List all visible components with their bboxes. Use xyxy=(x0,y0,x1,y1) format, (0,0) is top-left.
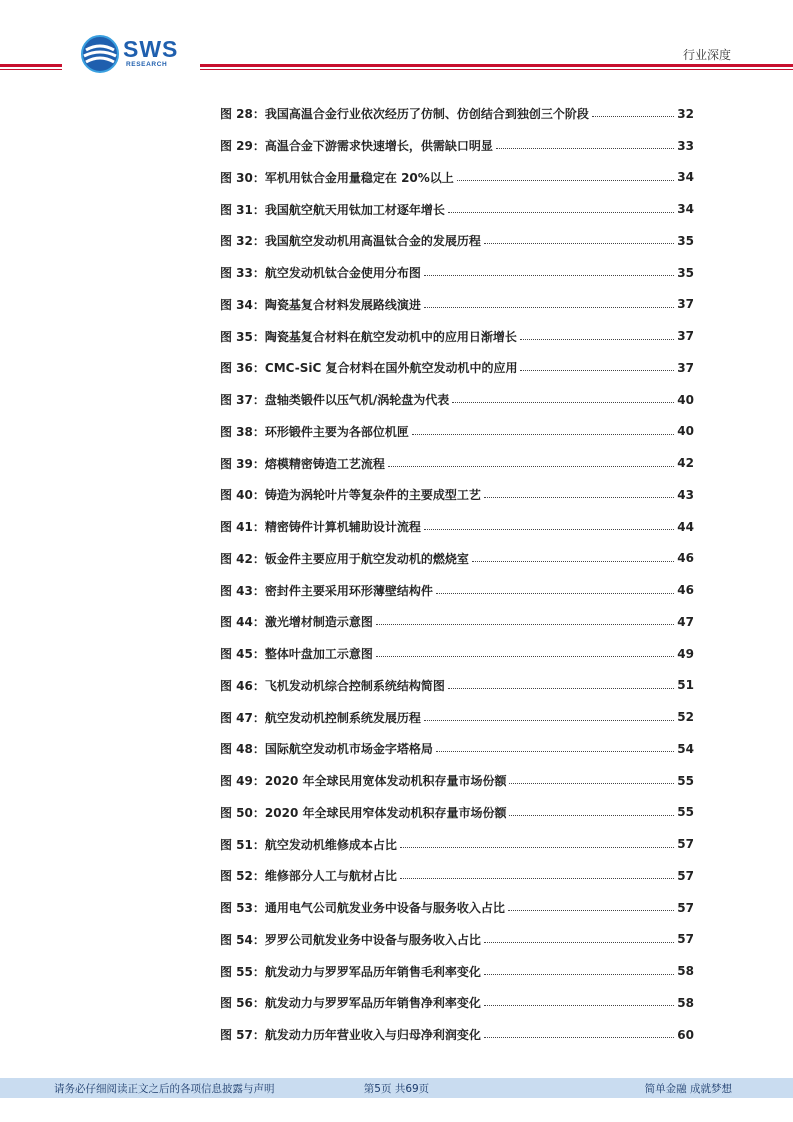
toc-label: 图 42： xyxy=(220,551,265,566)
figure-list xyxy=(220,98,694,1051)
toc-leader xyxy=(436,593,674,594)
toc-entry[interactable] xyxy=(220,320,694,352)
toc-leader xyxy=(484,942,674,943)
toc-label: 图 32： xyxy=(220,234,265,249)
toc-entry[interactable] xyxy=(220,860,694,892)
toc-entry[interactable] xyxy=(220,511,694,543)
toc-title: 陶瓷基复合材料在航空发动机中的应用日渐增长 xyxy=(264,329,517,344)
toc-title: 铸造为涡轮叶片等复杂件的主要成型工艺 xyxy=(264,488,481,503)
toc-leader xyxy=(484,1037,674,1038)
toc-entry[interactable] xyxy=(220,130,694,162)
toc-page: 52 xyxy=(677,710,694,725)
toc-page: 34 xyxy=(677,170,694,185)
toc-label: 图 34： xyxy=(220,297,265,312)
toc-entry[interactable] xyxy=(220,225,694,257)
slogan-text: 简单金融 成就梦想 xyxy=(644,1083,732,1095)
toc-title: 航空发动机控制系统发展历程 xyxy=(264,710,421,725)
toc-page: 57 xyxy=(677,932,694,947)
toc-title: 国际航空发动机市场金字塔格局 xyxy=(264,742,433,757)
toc-label: 图 35： xyxy=(220,329,265,344)
header-rule-left xyxy=(0,64,62,67)
toc-leader xyxy=(424,307,674,308)
toc-page: 34 xyxy=(677,202,694,217)
toc-page: 51 xyxy=(677,678,694,693)
toc-leader xyxy=(424,529,674,530)
toc-title: 密封件主要采用环形薄壁结构件 xyxy=(264,583,433,598)
toc-title: 激光增材制造示意图 xyxy=(264,615,373,630)
toc-page: 47 xyxy=(677,614,694,629)
toc-title: 2020 年全球民用窄体发动机积存量市场份额 xyxy=(264,805,507,820)
toc-leader xyxy=(424,720,674,721)
toc-entry[interactable] xyxy=(220,543,694,575)
toc-entry[interactable] xyxy=(220,289,694,321)
toc-leader xyxy=(452,402,674,403)
toc-entry[interactable] xyxy=(220,447,694,479)
toc-leader xyxy=(592,116,674,117)
toc-page: 58 xyxy=(677,964,694,979)
logo-subtext: RESEARCH xyxy=(126,61,168,68)
toc-page: 35 xyxy=(677,233,694,248)
toc-label: 图 30： xyxy=(220,170,265,185)
toc-label: 图 41： xyxy=(220,520,265,535)
toc-entry[interactable] xyxy=(220,828,694,860)
toc-label: 图 46： xyxy=(220,678,265,693)
toc-entry[interactable] xyxy=(220,479,694,511)
toc-entry[interactable] xyxy=(220,193,694,225)
toc-label: 图 57： xyxy=(220,1028,265,1043)
toc-title: 通用电气公司航发业务中设备与服务收入占比 xyxy=(264,901,505,916)
toc-label: 图 48： xyxy=(220,742,265,757)
toc-leader xyxy=(472,561,674,562)
toc-page: 57 xyxy=(677,900,694,915)
toc-leader xyxy=(376,656,674,657)
toc-title: 我国航空航天用钛加工材逐年增长 xyxy=(264,202,445,217)
toc-title: 熔模精密铸造工艺流程 xyxy=(264,456,385,471)
toc-title: 高温合金下游需求快速增长，供需缺口明显 xyxy=(264,139,493,154)
toc-label: 图 37： xyxy=(220,393,265,408)
toc-label: 图 52： xyxy=(220,869,265,884)
toc-leader xyxy=(400,847,674,848)
toc-label: 图 28： xyxy=(220,107,265,122)
toc-page: 55 xyxy=(677,773,694,788)
toc-leader xyxy=(484,974,674,975)
toc-leader xyxy=(509,783,674,784)
toc-title: 航空发动机维修成本占比 xyxy=(264,837,397,852)
toc-title: 我国高温合金行业依次经历了仿制、仿创结合到独创三个阶段 xyxy=(264,107,589,122)
toc-leader xyxy=(520,370,674,371)
toc-page: 55 xyxy=(677,805,694,820)
toc-label: 图 49： xyxy=(220,774,265,789)
toc-page: 46 xyxy=(677,583,694,598)
toc-leader xyxy=(388,466,674,467)
toc-page: 33 xyxy=(677,138,694,153)
toc-entry[interactable] xyxy=(220,797,694,829)
toc-label: 图 33： xyxy=(220,266,265,281)
toc-entry[interactable] xyxy=(220,701,694,733)
toc-title: 航发动力历年营业收入与归母净利润变化 xyxy=(264,1028,481,1043)
toc-label: 图 39： xyxy=(220,456,265,471)
toc-leader xyxy=(448,212,674,213)
toc-leader xyxy=(509,815,674,816)
toc-label: 图 40： xyxy=(220,488,265,503)
toc-leader xyxy=(496,148,674,149)
toc-leader xyxy=(508,910,674,911)
toc-title: 陶瓷基复合材料发展路线演进 xyxy=(264,297,421,312)
toc-title: 维修部分人工与航材占比 xyxy=(264,869,397,884)
toc-page: 37 xyxy=(677,329,694,344)
toc-page: 60 xyxy=(677,1027,694,1042)
toc-page: 46 xyxy=(677,551,694,566)
disclaimer-text: 请务必仔细阅读正文之后的各项信息披露与声明 xyxy=(54,1083,275,1095)
toc-label: 图 51： xyxy=(220,837,265,852)
toc-entry[interactable] xyxy=(220,384,694,416)
page-number: 第5页 共69页 xyxy=(363,1083,430,1095)
toc-entry[interactable] xyxy=(220,257,694,289)
toc-entry[interactable] xyxy=(220,352,694,384)
toc-leader xyxy=(400,878,674,879)
toc-title: 2020 年全球民用宽体发动机积存量市场份额 xyxy=(264,774,507,789)
toc-label: 图 50： xyxy=(220,805,265,820)
toc-leader xyxy=(424,275,674,276)
toc-entry[interactable] xyxy=(220,606,694,638)
toc-entry[interactable] xyxy=(220,416,694,448)
toc-label: 图 55： xyxy=(220,964,265,979)
toc-label: 图 56： xyxy=(220,996,265,1011)
toc-label: 图 54： xyxy=(220,932,265,947)
toc-title: 飞机发动机综合控制系统结构简图 xyxy=(264,678,445,693)
toc-label: 图 44： xyxy=(220,615,265,630)
toc-label: 图 53： xyxy=(220,901,265,916)
toc-entry[interactable] xyxy=(220,98,694,130)
toc-title: 军机用钛合金用量稳定在 20%以上 xyxy=(264,170,454,185)
toc-page: 35 xyxy=(677,265,694,280)
toc-page: 54 xyxy=(677,741,694,756)
toc-leader xyxy=(520,339,674,340)
header-rule-left-thin xyxy=(0,69,62,70)
toc-leader xyxy=(376,624,674,625)
toc-title: 航发动力与罗罗军品历年销售毛利率变化 xyxy=(264,964,481,979)
toc-label: 图 31： xyxy=(220,202,265,217)
toc-page: 49 xyxy=(677,646,694,661)
company-logo xyxy=(80,34,190,74)
toc-title: 整体叶盘加工示意图 xyxy=(264,647,373,662)
toc-leader xyxy=(484,1005,674,1006)
toc-entry[interactable] xyxy=(220,670,694,702)
toc-leader xyxy=(412,434,674,435)
header-rule-right xyxy=(200,64,793,67)
toc-page: 43 xyxy=(677,487,694,502)
toc-title: 航空发动机钛合金使用分布图 xyxy=(264,266,421,281)
toc-label: 图 36： xyxy=(220,361,265,376)
toc-page: 42 xyxy=(677,456,694,471)
toc-title: CMC-SiC 复合材料在国外航空发动机中的应用 xyxy=(264,361,518,376)
toc-entry[interactable] xyxy=(220,955,694,987)
logo-globe-icon xyxy=(80,34,120,74)
toc-page: 32 xyxy=(677,106,694,121)
toc-leader xyxy=(448,688,674,689)
toc-page: 57 xyxy=(677,868,694,883)
toc-page: 37 xyxy=(677,297,694,312)
toc-page: 40 xyxy=(677,424,694,439)
header-rule-right-thin xyxy=(200,69,793,70)
toc-entry[interactable] xyxy=(220,765,694,797)
toc-page: 40 xyxy=(677,392,694,407)
toc-entry[interactable] xyxy=(220,733,694,765)
toc-page: 57 xyxy=(677,837,694,852)
section-title: 行业深度 xyxy=(682,48,731,62)
toc-label: 图 29： xyxy=(220,139,265,154)
toc-title: 航发动力与罗罗军品历年销售净利率变化 xyxy=(264,996,481,1011)
toc-entry[interactable] xyxy=(220,162,694,194)
toc-label: 图 43： xyxy=(220,583,265,598)
toc-entry[interactable] xyxy=(220,892,694,924)
toc-entry[interactable] xyxy=(220,924,694,956)
toc-entry[interactable] xyxy=(220,638,694,670)
toc-leader xyxy=(457,180,675,181)
toc-leader xyxy=(436,751,674,752)
toc-leader xyxy=(484,243,674,244)
toc-leader xyxy=(484,497,674,498)
toc-title: 钣金件主要应用于航空发动机的燃烧室 xyxy=(264,551,469,566)
toc-title: 环形锻件主要为各部位机匣 xyxy=(264,424,409,439)
page-footer xyxy=(0,1078,793,1098)
toc-title: 盘轴类锻件以压气机/涡轮盘为代表 xyxy=(264,393,450,408)
toc-label: 图 47： xyxy=(220,710,265,725)
toc-page: 58 xyxy=(677,995,694,1010)
toc-entry[interactable] xyxy=(220,574,694,606)
logo-text: SWS xyxy=(123,36,179,62)
toc-page: 37 xyxy=(677,360,694,375)
toc-label: 图 45： xyxy=(220,647,265,662)
toc-entry[interactable] xyxy=(220,1019,694,1051)
toc-title: 我国航空发动机用高温钛合金的发展历程 xyxy=(264,234,481,249)
toc-entry[interactable] xyxy=(220,987,694,1019)
toc-page: 44 xyxy=(677,519,694,534)
toc-label: 图 38： xyxy=(220,424,265,439)
toc-title: 罗罗公司航发业务中设备与服务收入占比 xyxy=(264,932,481,947)
toc-title: 精密铸件计算机辅助设计流程 xyxy=(264,520,421,535)
